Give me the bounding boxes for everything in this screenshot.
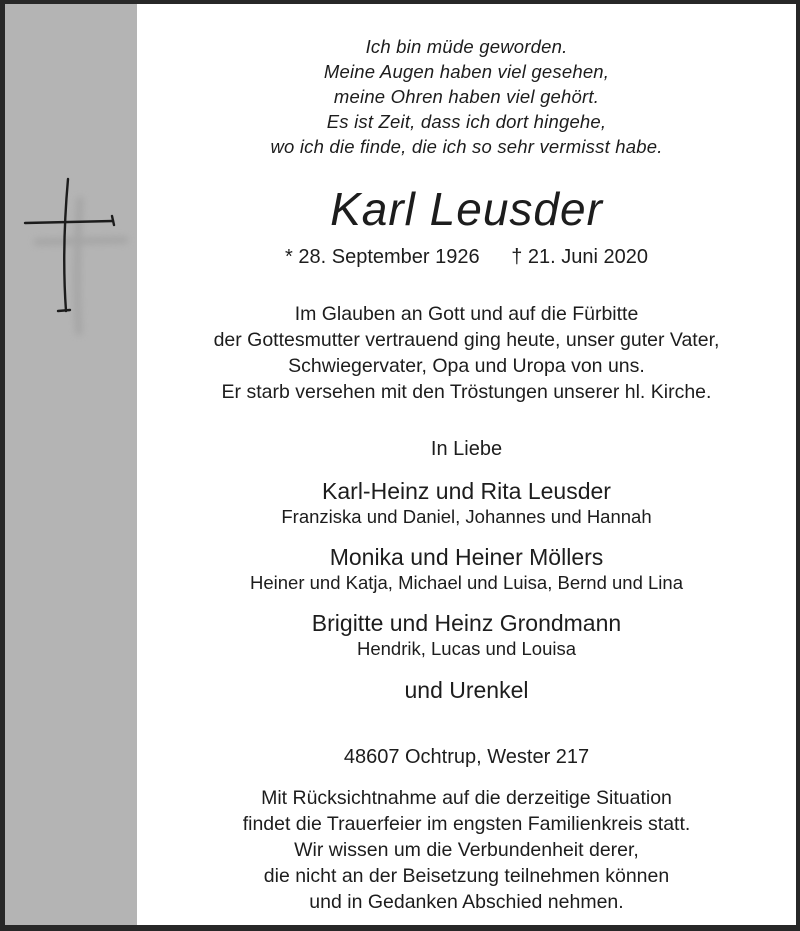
intro-line: Er starb versehen mit den Tröstungen unserer hl. Kirche.: [221, 381, 712, 403]
closing-line: Wir wissen um die Verbundenheit derer,: [294, 839, 639, 861]
poem-line: Es ist Zeit, dass ich dort hingehe,: [326, 111, 607, 132]
poem-line: Ich bin müde geworden.: [365, 36, 568, 57]
birth-date: * 28. September 1926: [285, 246, 480, 268]
address-line: 48607 Ochtrup, Wester 217: [343, 746, 590, 768]
poem-line: Meine Augen haben viel gesehen,: [323, 61, 610, 82]
closing-line: und in Gedanken Abschied nehmen.: [309, 891, 624, 913]
poem-line: wo ich die finde, die ich so sehr vermisst habe.: [270, 136, 663, 157]
closing-line: Mit Rücksichtnahme auf die derzeitige Situation: [261, 787, 672, 809]
family-main-names: Monika und Heiner Möllers: [329, 544, 604, 570]
notice-content: [137, 4, 796, 925]
family-main-names: Brigitte und Heinz Grondmann: [311, 610, 622, 636]
life-dates: [137, 245, 796, 269]
closing-line: die nicht an der Beisetzung teilnehmen können: [263, 865, 670, 887]
great-grandchildren-line: und Urenkel: [404, 677, 529, 703]
left-gray-strip: [5, 4, 137, 925]
intro-paragraph: [137, 301, 796, 405]
family-group: [137, 477, 796, 529]
intro-line: Im Glauben an Gott und auf die Fürbitte: [294, 303, 639, 325]
intro-line: der Gottesmutter vertrauend ging heute, unser guter Vater,: [213, 329, 720, 351]
intro-line: Schwiegervater, Opa und Uropa von uns.: [288, 355, 645, 377]
salutation: In Liebe: [430, 438, 503, 460]
death-date: † 21. Juni 2020: [511, 246, 648, 268]
family-sub-names: Hendrik, Lucas und Louisa: [356, 638, 577, 659]
family-group: [137, 609, 796, 661]
family-group: [137, 543, 796, 595]
poem-line: meine Ohren haben viel gehört.: [333, 86, 600, 107]
closing-line: findet die Trauerfeier im engsten Familienkreis statt.: [242, 813, 691, 835]
family-sub-names: Franziska und Daniel, Johannes und Hannah: [281, 506, 652, 527]
family-main-names: Karl-Heinz und Rita Leusder: [322, 478, 611, 504]
closing-paragraph: [137, 785, 796, 915]
deceased-name: Karl Leusder: [330, 183, 603, 235]
opening-poem: [137, 34, 796, 159]
cross-icon: [23, 174, 143, 349]
family-sub-names: Heiner und Katja, Michael und Luisa, Bernd und Lina: [250, 572, 683, 593]
